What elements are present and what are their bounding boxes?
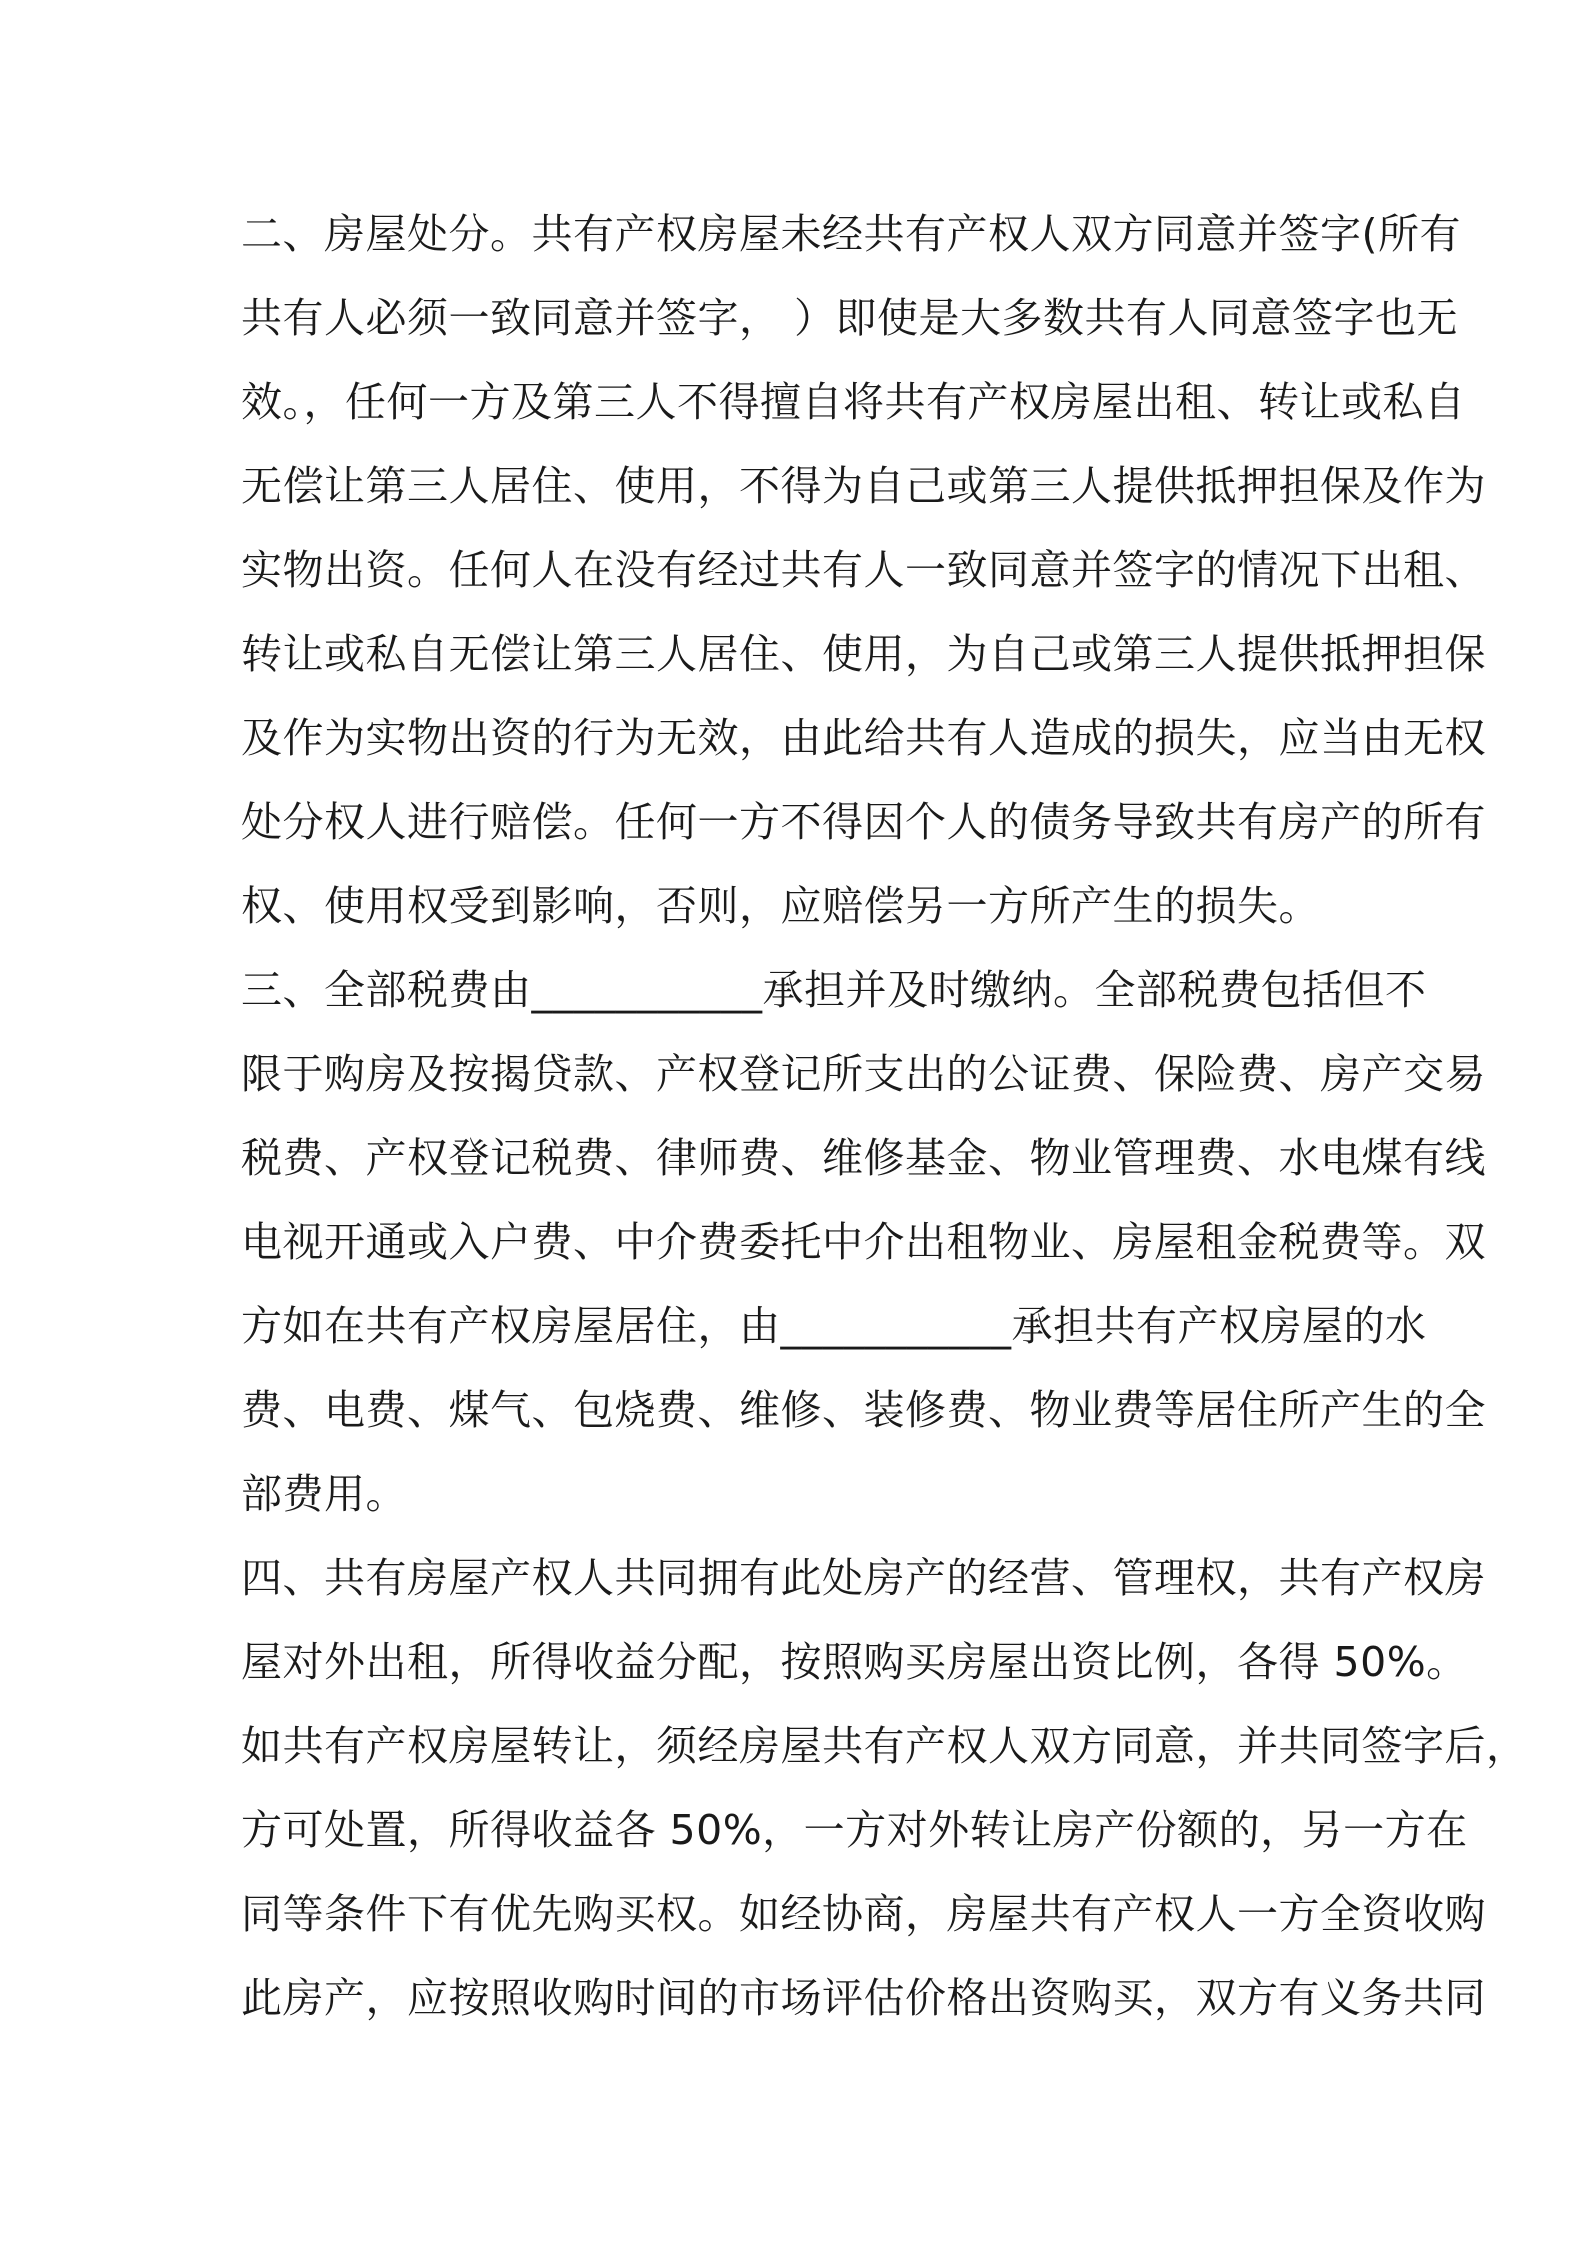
text-line: 方如在共有产权房屋居住，由___________承担共有产权房屋的水 [241, 1302, 1427, 1350]
text-line: 部费用。 [241, 1470, 407, 1518]
text-line: 限于购房及按揭贷款、产权登记所支出的公证费、保险费、房产交易 [241, 1050, 1486, 1098]
text-line: 二、房屋处分。共有产权房屋未经共有产权人双方同意并签字(所有 [241, 210, 1461, 258]
text-line: 电视开通或入户费、中介费委托中介出租物业、房屋租金税费等。双 [241, 1218, 1486, 1266]
text-line: 共有人必须一致同意并签字， ）即使是大多数共有人同意签字也无 [241, 294, 1459, 342]
text-line: 如共有产权房屋转让，须经房屋共有产权人双方同意，并共同签字后， [241, 1722, 1528, 1770]
text-line: 三、全部税费由___________承担并及时缴纳。全部税费包括但不 [241, 966, 1427, 1014]
text-line: 及作为实物出资的行为无效，由此给共有人造成的损失，应当由无权 [241, 714, 1486, 762]
text-line: 方可处置，所得收益各 50%，一方对外转让房产份额的，另一方在 [241, 1806, 1468, 1854]
text-line: 此房产，应按照收购时间的市场评估价格出资购买，双方有义务共同 [241, 1974, 1486, 2022]
text-line: 费、电费、煤气、包烧费、维修、装修费、物业费等居住所产生的全 [241, 1386, 1486, 1434]
text-line: 实物出资。任何人在没有经过共有人一致同意并签字的情况下出租、 [241, 546, 1486, 594]
text-line: 同等条件下有优先购买权。如经协商，房屋共有产权人一方全资收购 [241, 1890, 1486, 1938]
text-line: 转让或私自无偿让第三人居住、使用，为自己或第三人提供抵押担保 [241, 630, 1486, 678]
text-line: 屋对外出租，所得收益分配，按照购买房屋出资比例，各得 50%。 [241, 1638, 1468, 1686]
text-line: 四、共有房屋产权人共同拥有此处房产的经营、管理权，共有产权房 [241, 1554, 1486, 1602]
text-line: 权、使用权受到影响，否则，应赔偿另一方所产生的损失。 [241, 882, 1320, 930]
text-line: 效。，任何一方及第三人不得擅自将共有产权房屋出租、转让或私自 [241, 378, 1466, 426]
text-line: 无偿让第三人居住、使用，不得为自己或第三人提供抵押担保及作为 [241, 462, 1486, 510]
text-line: 处分权人进行赔偿。任何一方不得因个人的债务导致共有房产的所有 [241, 798, 1486, 846]
document-body [241, 192, 1528, 2040]
text-line: 税费、产权登记税费、律师费、维修基金、物业管理费、水电煤有线 [241, 1134, 1486, 1182]
